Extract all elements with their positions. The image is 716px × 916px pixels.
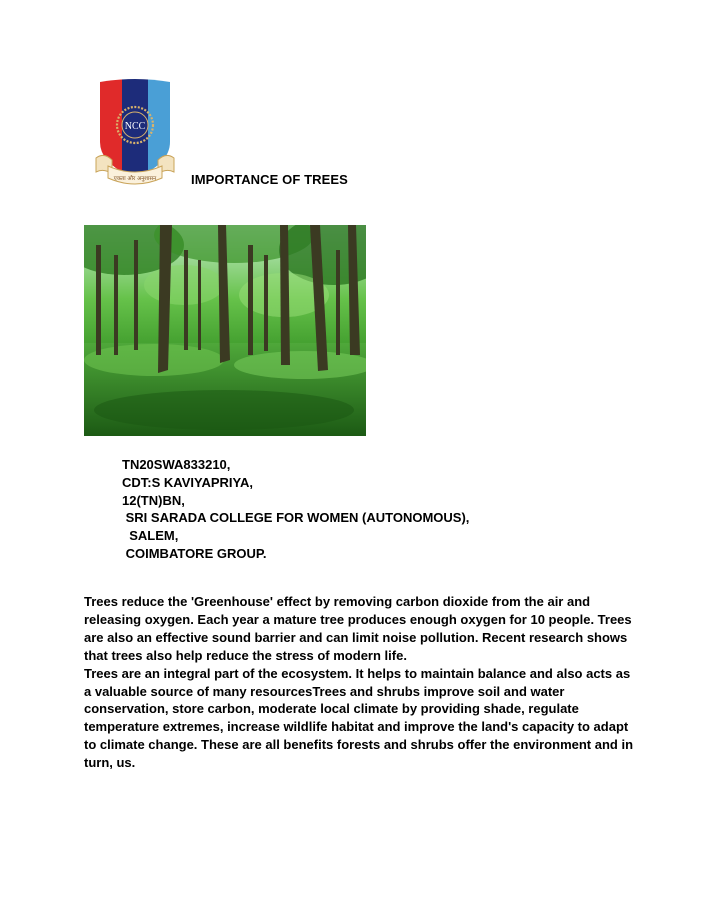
logo-text: NCC — [124, 121, 146, 132]
cadet-name: CDT:S KAVIYAPRIYA, — [122, 474, 253, 490]
forest-photo — [84, 225, 366, 436]
group-name: COIMBATORE GROUP. — [122, 545, 267, 561]
paragraph: Trees reduce the 'Greenhouse' effect by removing carbon dioxide from the air and releasing oxygen. Each year a mature tree produces enough oxygen for 10 people. Trees are also an effective sound barrier and can limit noise pollution. Recent research shows that trees also help reduce the stress of modern life. — [84, 594, 632, 663]
ncc-logo — [94, 78, 176, 190]
document-title: IMPORTANCE OF TREES — [191, 172, 348, 187]
article-body — [84, 593, 640, 772]
cadet-number: TN20SWA833210, — [122, 457, 231, 472]
paragraph: Trees are an integral part of the ecosystem. It helps to maintain balance and also acts as a valuable source of many resourcesTrees and shrubs improve soil and water conservation, store carbon, moderate local climate by providing shade, regulate temperature extremes, increase wildlife habitat and improve the land's capacity to adapt to climate change. These are all benefits forests and shrubs offer the environment and in turn, us. — [84, 665, 634, 771]
college-name: SRI SARADA COLLEGE FOR WOMEN (AUTONOMOUS), — [122, 510, 470, 526]
city: SALEM, — [122, 528, 179, 544]
cadet-details — [122, 456, 469, 563]
logo-motto: एकता और अनुशासन — [113, 176, 157, 182]
battalion: 12(TN)BN, — [122, 492, 185, 508]
